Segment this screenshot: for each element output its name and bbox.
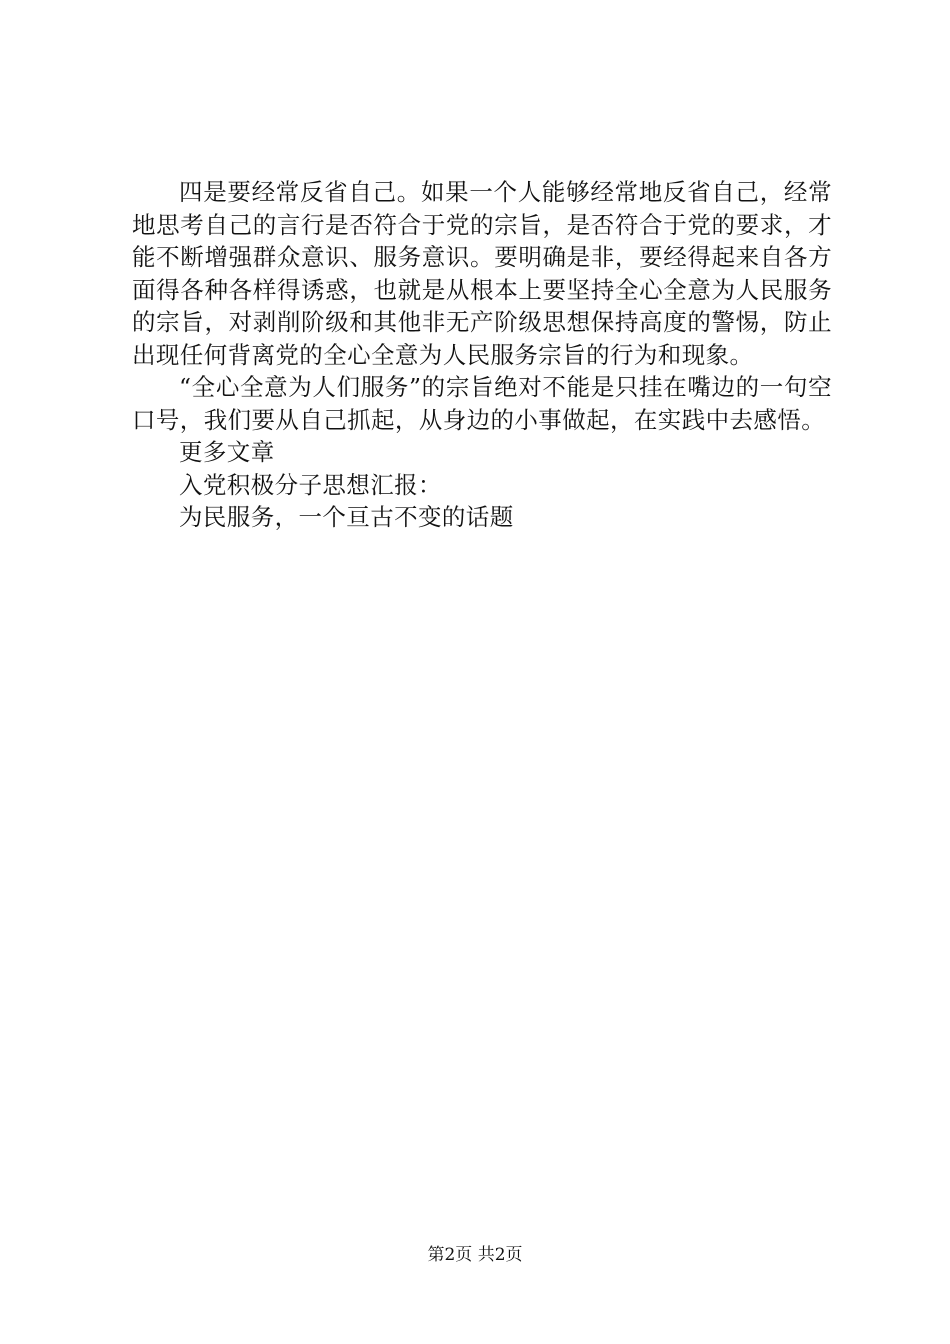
related-article-link[interactable]: 为民服务，一个亘古不变的话题 bbox=[179, 503, 514, 531]
document-body bbox=[132, 176, 832, 534]
paragraph-serve-people: “全心全意为人们服务”的宗旨绝对不能是只挂在嘴边的一句空口号，我们要从自己抓起，从身边的小事做起，在实践中去感悟。 bbox=[132, 373, 832, 434]
more-articles-heading: 更多文章 bbox=[179, 438, 275, 466]
related-article-link[interactable]: 入党积极分子思想汇报： bbox=[179, 470, 442, 499]
page-number-footer: 第2页 共2页 bbox=[427, 1245, 523, 1265]
paragraph-self-reflection: 四是要经常反省自己。如果一个人能够经常地反省自己，经常地思考自己的言行是否符合于党的宗旨，是否符合于党的要求，才能不断增强群众意识、服务意识。要明确是非，要经得起来自各方面得各种各样得诱惑，也就是从根本上要坚持全心全意为人民服务的宗旨，对剥削阶级和其他非无产阶级思想保持高度的警惕，防止出现任何背离党的全心全意为人民服务宗旨的行为和现象。 bbox=[132, 178, 832, 369]
